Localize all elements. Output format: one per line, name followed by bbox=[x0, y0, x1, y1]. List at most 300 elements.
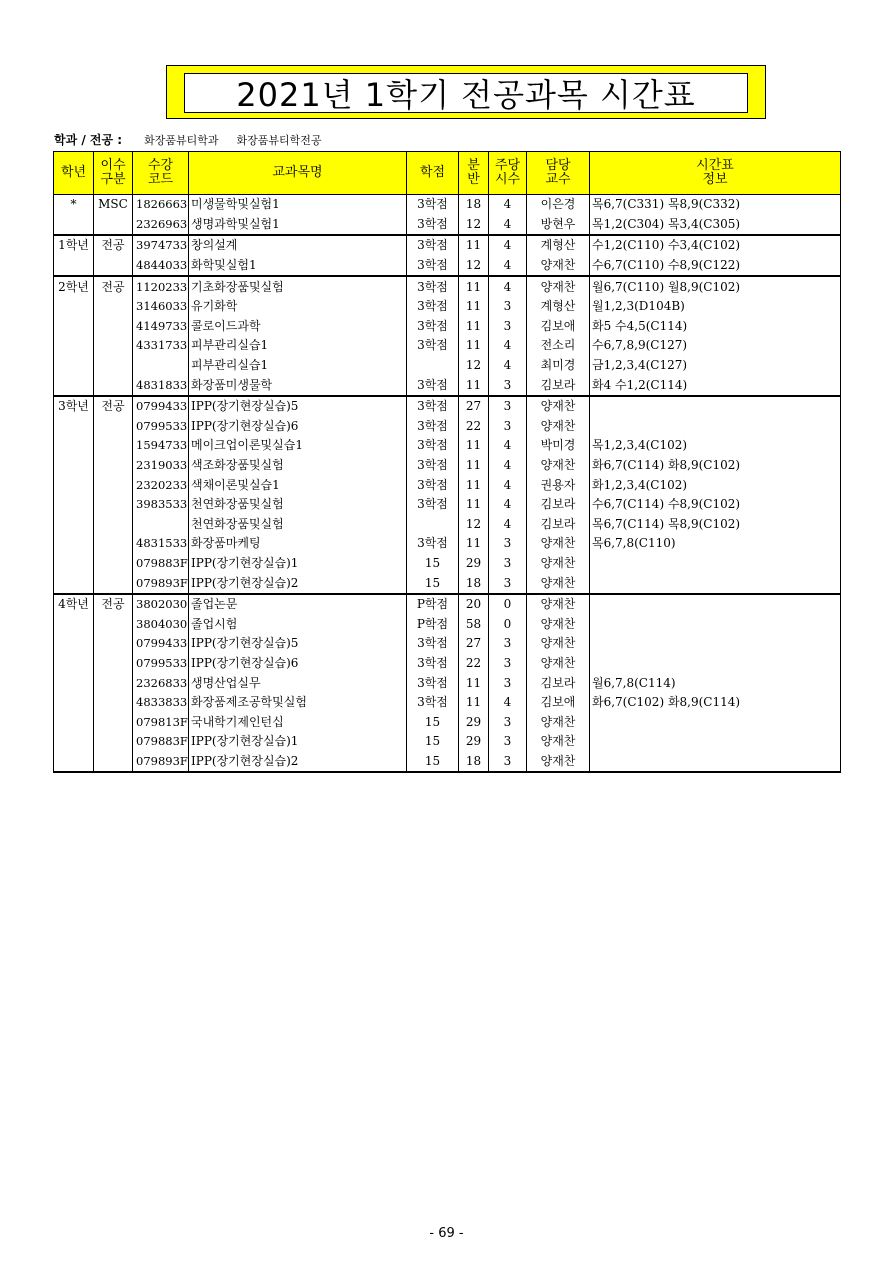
table-row bbox=[54, 375, 841, 396]
year-cell: 2학년 bbox=[54, 276, 94, 297]
professor-cell: 양재찬 bbox=[527, 634, 590, 654]
professor-cell: 양재찬 bbox=[527, 534, 590, 554]
title-banner bbox=[166, 65, 766, 119]
course-name-cell: IPP(장기현장실습)2 bbox=[189, 573, 407, 594]
code-cell: 4831533 bbox=[133, 534, 189, 554]
hours-cell: 3 bbox=[489, 534, 527, 554]
code-cell: 1120233 bbox=[133, 276, 189, 297]
professor-cell: 권용자 bbox=[527, 475, 590, 495]
hours-cell: 3 bbox=[489, 654, 527, 674]
year-cell bbox=[54, 215, 94, 236]
professor-cell: 계형산 bbox=[527, 297, 590, 317]
course-name-cell: IPP(장기현장실습)5 bbox=[189, 396, 407, 417]
type-cell bbox=[94, 515, 133, 535]
type-cell bbox=[94, 317, 133, 337]
type-cell bbox=[94, 654, 133, 674]
section-cell: 12 bbox=[459, 515, 489, 535]
schedule-cell bbox=[590, 554, 841, 574]
professor-cell: 최미경 bbox=[527, 356, 590, 376]
professor-cell: 양재찬 bbox=[527, 554, 590, 574]
schedule-cell: 목1,2,3,4(C102) bbox=[590, 436, 841, 456]
type-cell bbox=[94, 614, 133, 634]
schedule-cell: 수6,7,8,9(C127) bbox=[590, 336, 841, 356]
course-name-cell: 피부관리실습1 bbox=[189, 336, 407, 356]
year-cell bbox=[54, 297, 94, 317]
table-row bbox=[54, 396, 841, 417]
professor-cell: 전소리 bbox=[527, 336, 590, 356]
year-cell bbox=[54, 654, 94, 674]
code-cell: 0799433 bbox=[133, 396, 189, 417]
code-cell: 3146033 bbox=[133, 297, 189, 317]
hours-cell: 3 bbox=[489, 712, 527, 732]
year-cell: 4학년 bbox=[54, 594, 94, 615]
professor-cell: 김보라 bbox=[527, 495, 590, 515]
hours-cell: 0 bbox=[489, 614, 527, 634]
table-row bbox=[54, 634, 841, 654]
table-row bbox=[54, 573, 841, 594]
type-cell bbox=[94, 634, 133, 654]
type-cell bbox=[94, 495, 133, 515]
hours-cell: 4 bbox=[489, 356, 527, 376]
year-cell bbox=[54, 375, 94, 396]
section-cell: 12 bbox=[459, 215, 489, 236]
course-name-cell: 색채이론및실습1 bbox=[189, 475, 407, 495]
type-cell bbox=[94, 436, 133, 456]
table-row bbox=[54, 456, 841, 476]
year-cell bbox=[54, 256, 94, 277]
year-cell bbox=[54, 534, 94, 554]
schedule-cell: 금1,2,3,4(C127) bbox=[590, 356, 841, 376]
year-cell bbox=[54, 515, 94, 535]
credit-cell: 3학점 bbox=[407, 436, 459, 456]
hours-cell: 4 bbox=[489, 515, 527, 535]
section-cell: 11 bbox=[459, 235, 489, 256]
course-name-cell: 천연화장품및실험 bbox=[189, 495, 407, 515]
type-cell: 전공 bbox=[94, 235, 133, 256]
major-name: 화장품뷰티학전공 bbox=[236, 134, 322, 147]
type-cell: 전공 bbox=[94, 276, 133, 297]
year-cell bbox=[54, 614, 94, 634]
timetable-body bbox=[54, 195, 841, 773]
code-cell: 2326963 bbox=[133, 215, 189, 236]
type-cell bbox=[94, 336, 133, 356]
code-cell: 079813F bbox=[133, 712, 189, 732]
type-cell bbox=[94, 375, 133, 396]
code-cell: 3804030 bbox=[133, 614, 189, 634]
hours-cell: 4 bbox=[489, 256, 527, 277]
type-cell bbox=[94, 456, 133, 476]
year-cell bbox=[54, 456, 94, 476]
professor-cell: 양재찬 bbox=[527, 654, 590, 674]
type-cell bbox=[94, 732, 133, 752]
schedule-cell: 목1,2(C304) 목3,4(C305) bbox=[590, 215, 841, 236]
year-cell bbox=[54, 573, 94, 594]
professor-cell: 김보애 bbox=[527, 693, 590, 713]
table-row bbox=[54, 752, 841, 773]
table-row bbox=[54, 436, 841, 456]
section-cell: 11 bbox=[459, 336, 489, 356]
page-title: 2021년 1학기 전공과목 시간표 bbox=[184, 73, 748, 113]
professor-cell: 박미경 bbox=[527, 436, 590, 456]
course-name-cell: IPP(장기현장실습)6 bbox=[189, 654, 407, 674]
course-name-cell: 국내학기제인턴십 bbox=[189, 712, 407, 732]
section-cell: 11 bbox=[459, 436, 489, 456]
department-line bbox=[54, 131, 322, 148]
year-cell bbox=[54, 436, 94, 456]
type-cell bbox=[94, 554, 133, 574]
course-name-cell: 색조화장품및실험 bbox=[189, 456, 407, 476]
code-cell: 0799433 bbox=[133, 634, 189, 654]
section-cell: 11 bbox=[459, 375, 489, 396]
table-row bbox=[54, 554, 841, 574]
hours-cell: 3 bbox=[489, 375, 527, 396]
course-name-cell: 기초화장품및실험 bbox=[189, 276, 407, 297]
year-cell bbox=[54, 634, 94, 654]
schedule-cell bbox=[590, 417, 841, 437]
type-cell: MSC bbox=[94, 195, 133, 215]
table-row bbox=[54, 317, 841, 337]
code-cell: 4833833 bbox=[133, 693, 189, 713]
type-cell bbox=[94, 673, 133, 693]
schedule-cell bbox=[590, 634, 841, 654]
schedule-cell: 화6,7(C102) 화8,9(C114) bbox=[590, 693, 841, 713]
code-cell: 079893F bbox=[133, 752, 189, 773]
section-cell: 58 bbox=[459, 614, 489, 634]
credit-cell: 3학점 bbox=[407, 673, 459, 693]
type-cell bbox=[94, 215, 133, 236]
year-cell bbox=[54, 732, 94, 752]
header-prof: 담당 교수 bbox=[527, 152, 590, 195]
credit-cell: 3학점 bbox=[407, 235, 459, 256]
credit-cell: 3학점 bbox=[407, 195, 459, 215]
professor-cell: 양재찬 bbox=[527, 594, 590, 615]
professor-cell: 김보애 bbox=[527, 317, 590, 337]
professor-cell: 양재찬 bbox=[527, 417, 590, 437]
year-cell bbox=[54, 475, 94, 495]
code-cell: 2320233 bbox=[133, 475, 189, 495]
hours-cell: 4 bbox=[489, 436, 527, 456]
table-row bbox=[54, 356, 841, 376]
hours-cell: 4 bbox=[489, 475, 527, 495]
credit-cell: P학점 bbox=[407, 594, 459, 615]
type-cell bbox=[94, 475, 133, 495]
section-cell: 11 bbox=[459, 693, 489, 713]
professor-cell: 양재찬 bbox=[527, 573, 590, 594]
course-name-cell: 유기화학 bbox=[189, 297, 407, 317]
section-cell: 11 bbox=[459, 317, 489, 337]
year-cell bbox=[54, 752, 94, 773]
course-name-cell: 생명산업실무 bbox=[189, 673, 407, 693]
table-row bbox=[54, 417, 841, 437]
schedule-cell: 목6,7,8(C110) bbox=[590, 534, 841, 554]
schedule-cell: 수6,7(C114) 수8,9(C102) bbox=[590, 495, 841, 515]
header-type: 이수 구분 bbox=[94, 152, 133, 195]
year-cell: 1학년 bbox=[54, 235, 94, 256]
schedule-cell bbox=[590, 712, 841, 732]
schedule-cell bbox=[590, 654, 841, 674]
section-cell: 18 bbox=[459, 752, 489, 773]
table-row bbox=[54, 297, 841, 317]
course-name-cell: 화학및실험1 bbox=[189, 256, 407, 277]
hours-cell: 3 bbox=[489, 752, 527, 773]
professor-cell: 김보라 bbox=[527, 375, 590, 396]
course-name-cell: IPP(장기현장실습)1 bbox=[189, 732, 407, 752]
section-cell: 27 bbox=[459, 396, 489, 417]
schedule-cell bbox=[590, 396, 841, 417]
credit-cell: 3학점 bbox=[407, 215, 459, 236]
header-section: 분 반 bbox=[459, 152, 489, 195]
header-hours: 주당 시수 bbox=[489, 152, 527, 195]
credit-cell: 3학점 bbox=[407, 375, 459, 396]
professor-cell: 김보라 bbox=[527, 673, 590, 693]
course-name-cell: 화장품제조공학및실험 bbox=[189, 693, 407, 713]
type-cell bbox=[94, 573, 133, 594]
course-name-cell: 졸업시험 bbox=[189, 614, 407, 634]
header-year: 학년 bbox=[54, 152, 94, 195]
year-cell bbox=[54, 495, 94, 515]
section-cell: 18 bbox=[459, 195, 489, 215]
schedule-cell: 화1,2,3,4(C102) bbox=[590, 475, 841, 495]
hours-cell: 3 bbox=[489, 417, 527, 437]
schedule-cell bbox=[590, 752, 841, 773]
credit-cell: 3학점 bbox=[407, 336, 459, 356]
professor-cell: 계형산 bbox=[527, 235, 590, 256]
credit-cell: 15 bbox=[407, 732, 459, 752]
course-name-cell: 메이크업이론및실습1 bbox=[189, 436, 407, 456]
hours-cell: 3 bbox=[489, 396, 527, 417]
section-cell: 29 bbox=[459, 554, 489, 574]
table-row bbox=[54, 215, 841, 236]
professor-cell: 양재찬 bbox=[527, 712, 590, 732]
credit-cell: 3학점 bbox=[407, 396, 459, 417]
professor-cell: 양재찬 bbox=[527, 396, 590, 417]
professor-cell: 양재찬 bbox=[527, 752, 590, 773]
type-cell bbox=[94, 256, 133, 277]
hours-cell: 3 bbox=[489, 554, 527, 574]
code-cell: 2319033 bbox=[133, 456, 189, 476]
code-cell: 3974733 bbox=[133, 235, 189, 256]
table-row bbox=[54, 195, 841, 215]
year-cell bbox=[54, 693, 94, 713]
department-name: 화장품뷰티학과 bbox=[144, 134, 219, 147]
table-row bbox=[54, 515, 841, 535]
credit-cell: 15 bbox=[407, 712, 459, 732]
course-name-cell: IPP(장기현장실습)2 bbox=[189, 752, 407, 773]
schedule-cell: 월1,2,3(D104B) bbox=[590, 297, 841, 317]
course-name-cell: 미생물학및실험1 bbox=[189, 195, 407, 215]
professor-cell: 양재찬 bbox=[527, 456, 590, 476]
hours-cell: 4 bbox=[489, 693, 527, 713]
professor-cell: 양재찬 bbox=[527, 256, 590, 277]
type-cell bbox=[94, 297, 133, 317]
table-row bbox=[54, 732, 841, 752]
credit-cell: 3학점 bbox=[407, 634, 459, 654]
credit-cell: 3학점 bbox=[407, 654, 459, 674]
professor-cell: 양재찬 bbox=[527, 276, 590, 297]
schedule-cell: 월6,7(C110) 월8,9(C102) bbox=[590, 276, 841, 297]
hours-cell: 3 bbox=[489, 732, 527, 752]
course-name-cell: IPP(장기현장실습)1 bbox=[189, 554, 407, 574]
type-cell bbox=[94, 752, 133, 773]
header-name: 교과목명 bbox=[189, 152, 407, 195]
schedule-cell: 화6,7(C114) 화8,9(C102) bbox=[590, 456, 841, 476]
section-cell: 11 bbox=[459, 673, 489, 693]
schedule-cell: 화4 수1,2(C114) bbox=[590, 375, 841, 396]
type-cell: 전공 bbox=[94, 594, 133, 615]
course-name-cell: 천연화장품및실험 bbox=[189, 515, 407, 535]
hours-cell: 4 bbox=[489, 495, 527, 515]
type-cell: 전공 bbox=[94, 396, 133, 417]
hours-cell: 4 bbox=[489, 235, 527, 256]
header-credit: 학점 bbox=[407, 152, 459, 195]
header-schedule: 시간표 정보 bbox=[590, 152, 841, 195]
professor-cell: 양재찬 bbox=[527, 614, 590, 634]
credit-cell: 15 bbox=[407, 554, 459, 574]
course-name-cell: 피부관리실습1 bbox=[189, 356, 407, 376]
year-cell: * bbox=[54, 195, 94, 215]
credit-cell: 15 bbox=[407, 573, 459, 594]
hours-cell: 4 bbox=[489, 456, 527, 476]
year-cell bbox=[54, 336, 94, 356]
table-row bbox=[54, 475, 841, 495]
credit-cell: 3학점 bbox=[407, 417, 459, 437]
section-cell: 27 bbox=[459, 634, 489, 654]
type-cell bbox=[94, 356, 133, 376]
hours-cell: 3 bbox=[489, 317, 527, 337]
hours-cell: 4 bbox=[489, 276, 527, 297]
course-name-cell: 생명과학및실험1 bbox=[189, 215, 407, 236]
table-row bbox=[54, 654, 841, 674]
professor-cell: 양재찬 bbox=[527, 732, 590, 752]
hours-cell: 3 bbox=[489, 634, 527, 654]
hours-cell: 3 bbox=[489, 573, 527, 594]
schedule-cell: 목6,7(C114) 목8,9(C102) bbox=[590, 515, 841, 535]
timetable bbox=[53, 151, 841, 773]
table-row bbox=[54, 534, 841, 554]
type-cell bbox=[94, 712, 133, 732]
code-cell: 079883F bbox=[133, 732, 189, 752]
year-cell bbox=[54, 317, 94, 337]
section-cell: 11 bbox=[459, 276, 489, 297]
course-name-cell: 창의설계 bbox=[189, 235, 407, 256]
hours-cell: 4 bbox=[489, 215, 527, 236]
credit-cell: 3학점 bbox=[407, 456, 459, 476]
schedule-cell: 수6,7(C110) 수8,9(C122) bbox=[590, 256, 841, 277]
credit-cell bbox=[407, 515, 459, 535]
table-row bbox=[54, 256, 841, 277]
credit-cell: 3학점 bbox=[407, 317, 459, 337]
year-cell bbox=[54, 712, 94, 732]
schedule-cell: 월6,7,8(C114) bbox=[590, 673, 841, 693]
code-cell bbox=[133, 356, 189, 376]
schedule-cell bbox=[590, 614, 841, 634]
year-cell bbox=[54, 356, 94, 376]
type-cell bbox=[94, 693, 133, 713]
table-row bbox=[54, 336, 841, 356]
table-row bbox=[54, 495, 841, 515]
hours-cell: 0 bbox=[489, 594, 527, 615]
schedule-cell bbox=[590, 594, 841, 615]
credit-cell: 3학점 bbox=[407, 693, 459, 713]
schedule-cell: 수1,2(C110) 수3,4(C102) bbox=[590, 235, 841, 256]
code-cell: 4831833 bbox=[133, 375, 189, 396]
year-cell: 3학년 bbox=[54, 396, 94, 417]
code-cell: 2326833 bbox=[133, 673, 189, 693]
credit-cell: 3학점 bbox=[407, 256, 459, 277]
page-number: - 69 - bbox=[429, 1226, 464, 1241]
code-cell: 3983533 bbox=[133, 495, 189, 515]
section-cell: 22 bbox=[459, 417, 489, 437]
course-name-cell: 화장품미생물학 bbox=[189, 375, 407, 396]
table-row bbox=[54, 693, 841, 713]
schedule-cell: 화5 수4,5(C114) bbox=[590, 317, 841, 337]
credit-cell: 3학점 bbox=[407, 534, 459, 554]
course-name-cell: 화장품마케팅 bbox=[189, 534, 407, 554]
credit-cell: 15 bbox=[407, 752, 459, 773]
header-row bbox=[54, 152, 841, 195]
credit-cell: 3학점 bbox=[407, 475, 459, 495]
hours-cell: 4 bbox=[489, 195, 527, 215]
table-row bbox=[54, 276, 841, 297]
credit-cell: 3학점 bbox=[407, 495, 459, 515]
section-cell: 11 bbox=[459, 495, 489, 515]
section-cell: 18 bbox=[459, 573, 489, 594]
year-cell bbox=[54, 417, 94, 437]
hours-cell: 3 bbox=[489, 673, 527, 693]
code-cell bbox=[133, 515, 189, 535]
code-cell: 1594733 bbox=[133, 436, 189, 456]
table-row bbox=[54, 712, 841, 732]
code-cell: 4149733 bbox=[133, 317, 189, 337]
section-cell: 29 bbox=[459, 732, 489, 752]
schedule-cell: 목6,7(C331) 목8,9(C332) bbox=[590, 195, 841, 215]
hours-cell: 3 bbox=[489, 297, 527, 317]
hours-cell: 4 bbox=[489, 336, 527, 356]
credit-cell: P학점 bbox=[407, 614, 459, 634]
credit-cell: 3학점 bbox=[407, 297, 459, 317]
section-cell: 12 bbox=[459, 256, 489, 277]
code-cell: 0799533 bbox=[133, 417, 189, 437]
code-cell: 1826663 bbox=[133, 195, 189, 215]
type-cell bbox=[94, 534, 133, 554]
schedule-cell bbox=[590, 732, 841, 752]
type-cell bbox=[94, 417, 133, 437]
schedule-cell bbox=[590, 573, 841, 594]
course-name-cell: IPP(장기현장실습)6 bbox=[189, 417, 407, 437]
table-row bbox=[54, 673, 841, 693]
department-label: 학과 / 전공 : bbox=[54, 133, 123, 147]
section-cell: 11 bbox=[459, 534, 489, 554]
code-cell: 079893F bbox=[133, 573, 189, 594]
year-cell bbox=[54, 554, 94, 574]
section-cell: 22 bbox=[459, 654, 489, 674]
professor-cell: 방현우 bbox=[527, 215, 590, 236]
section-cell: 11 bbox=[459, 456, 489, 476]
header-code: 수강 코드 bbox=[133, 152, 189, 195]
year-cell bbox=[54, 673, 94, 693]
code-cell: 4331733 bbox=[133, 336, 189, 356]
section-cell: 29 bbox=[459, 712, 489, 732]
professor-cell: 이은경 bbox=[527, 195, 590, 215]
credit-cell: 3학점 bbox=[407, 276, 459, 297]
code-cell: 3802030 bbox=[133, 594, 189, 615]
section-cell: 11 bbox=[459, 297, 489, 317]
professor-cell: 김보라 bbox=[527, 515, 590, 535]
section-cell: 12 bbox=[459, 356, 489, 376]
table-row bbox=[54, 594, 841, 615]
credit-cell bbox=[407, 356, 459, 376]
section-cell: 20 bbox=[459, 594, 489, 615]
